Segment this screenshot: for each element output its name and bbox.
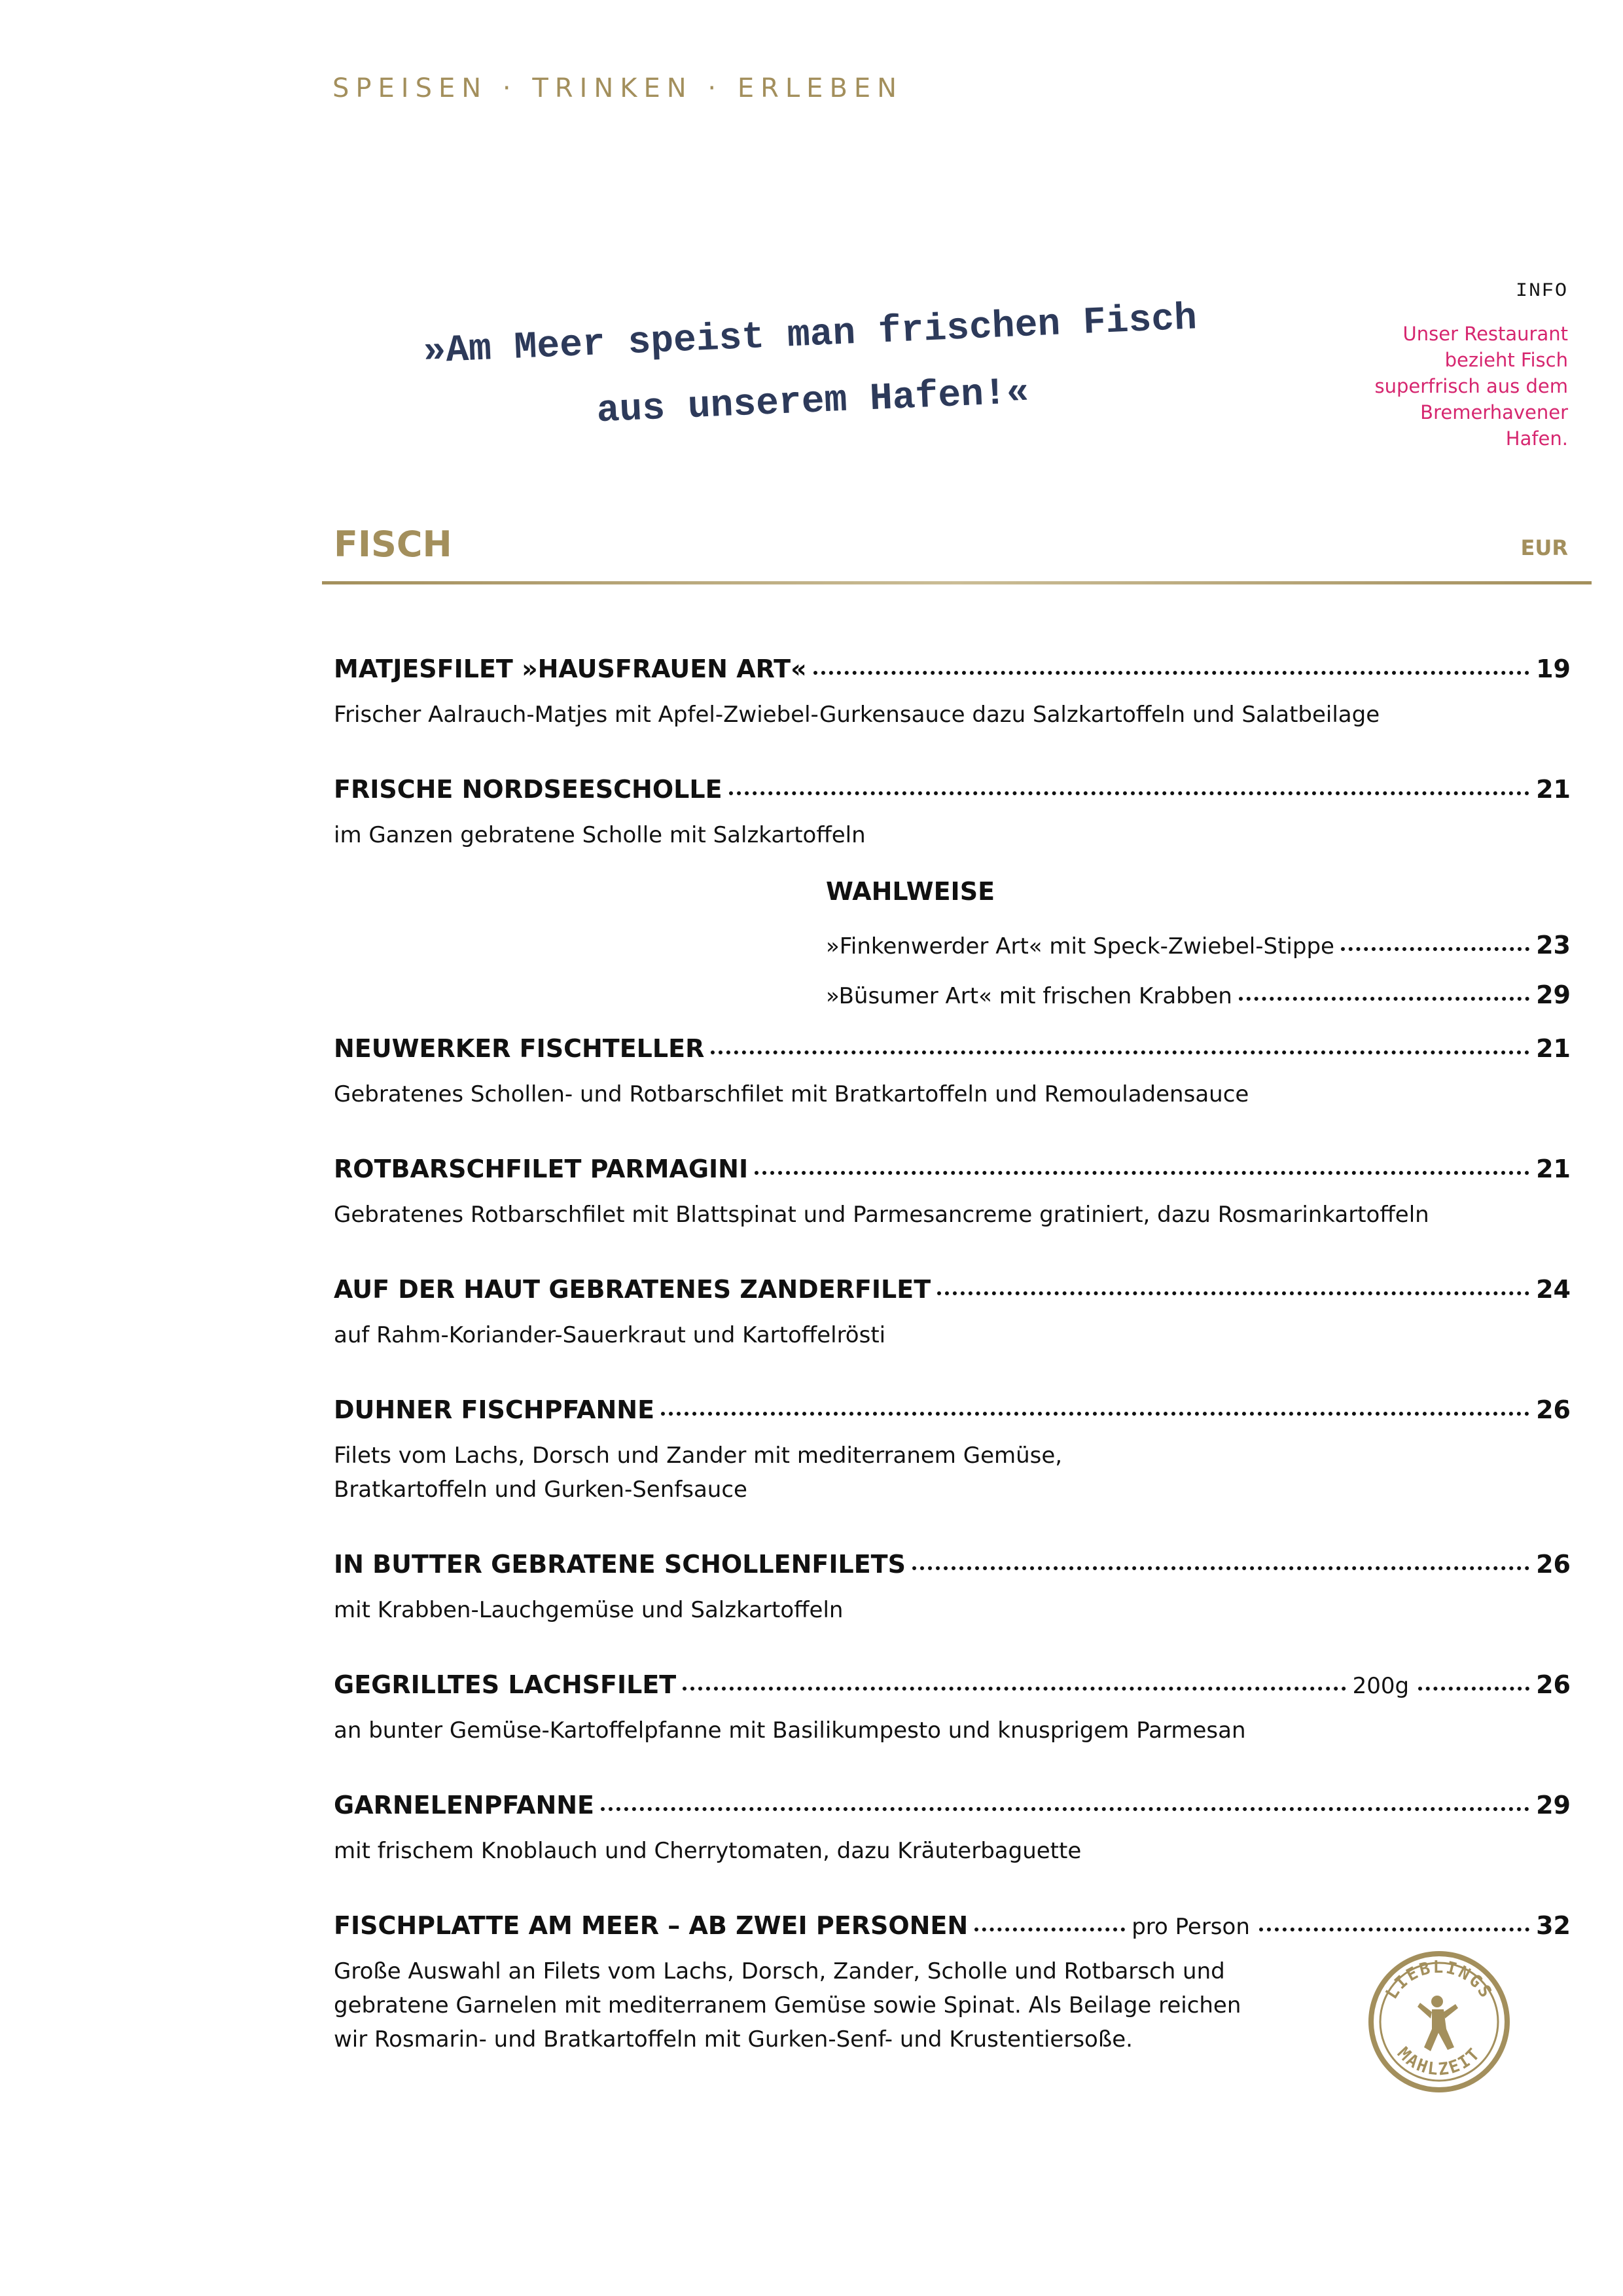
option-price: 29 [1536,980,1571,1009]
item-description: Gebratenes Schollen- und Rotbarschfilet mit Bratkartoffeln und Remouladensauce [334,1081,1249,1107]
item-description: Große Auswahl an Filets vom Lachs, Dorsch, Zander, Scholle und Rotbarsch und gebratene Garnelen mit mediterranem Gemüse sowie Spinat. Als Beilage reichen wir Rosmarin- und Bratkartoffeln mit Gurken-Senf- und Krustentiersoße. [334,1958,1241,2053]
dot-leader [912,1566,1529,1570]
item-name: MATJESFILET »HAUSFRAUEN ART« [334,655,807,683]
item-price: 24 [1536,1275,1571,1304]
dot-leader [1239,997,1529,1001]
options-block [826,877,1571,1014]
item-description: im Ganzen gebratene Scholle mit Salzkartoffeln [334,822,866,848]
item-price: 26 [1536,1395,1571,1424]
quote-line-1: »Am Meer speist man frischen Fisch [422,297,1198,374]
menu-item [334,1395,1571,1507]
section-title: FISCH [334,524,452,565]
menu-item [334,1791,1571,1868]
item-description: mit frischem Knoblauch und Cherrytomaten, dazu Kräuterbaguette [334,1838,1082,1864]
item-price: 21 [1536,1034,1571,1063]
quote-line-2: aus unserem Hafen!« [596,371,1030,433]
currency-label: EUR [1520,535,1568,560]
item-name: GEGRILLTES LACHSFILET [334,1670,677,1699]
item-description: auf Rahm-Koriander-Sauerkraut und Kartoffelrösti [334,1322,886,1348]
item-name: AUF DER HAUT GEBRATENES ZANDERFILET [334,1275,931,1304]
item-price: 19 [1536,655,1571,683]
quote [403,285,1220,454]
menu-item [334,1034,1571,1111]
item-price: 26 [1536,1550,1571,1579]
option-item [826,980,1571,1014]
option-item [826,931,1571,965]
dot-leader [729,791,1530,795]
dot-leader [1259,1928,1529,1931]
dot-leader [711,1050,1529,1054]
svg-text:MAHLZEIT [1393,2043,1485,2079]
menu-item [334,1550,1571,1627]
item-description: Filets vom Lachs, Dorsch und Zander mit mediterranem Gemüse, Bratkartoffeln und Gurken-Senfsauce [334,1443,1063,1503]
item-name: GARNELENPFANNE [334,1791,595,1820]
options-title: WAHLWEISE [826,877,995,906]
dot-leader [1341,947,1529,951]
seal-text-bottom: MAHLZEIT [1393,2043,1486,2080]
item-price: 21 [1536,775,1571,804]
info-text: Unser Restaurant bezieht Fisch superfrisch aus dem Bremerhavener Hafen. [1374,323,1568,450]
menu-item [334,775,1571,1014]
item-price: 32 [1536,1911,1571,1940]
item-note: 200g [1352,1673,1410,1699]
dot-leader [755,1171,1529,1175]
item-name: IN BUTTER GEBRATENE SCHOLLENFILETS [334,1550,906,1579]
dot-leader [601,1807,1529,1811]
dot-leader [974,1928,1125,1931]
item-name: ROTBARSCHFILET PARMAGINI [334,1155,749,1183]
tagline: SPEISEN · TRINKEN · ERLEBEN [332,73,904,103]
lieblings-mahlzeit-seal-icon [1366,1949,1512,2094]
dot-leader [683,1687,1346,1691]
seal-text-top: LIEBLINGS [1382,1958,1497,2003]
item-note: pro Person [1132,1914,1250,1940]
item-price: 26 [1536,1670,1571,1699]
option-name: »Finkenwerder Art« mit Speck-Zwiebel-Stippe [826,933,1334,960]
menu-item [334,1670,1571,1748]
dot-leader [661,1412,1529,1416]
item-name: FRISCHE NORDSEESCHOLLE [334,775,722,804]
menu-list [334,655,1571,2100]
item-description: mit Krabben-Lauchgemüse und Salzkartoffeln [334,1597,844,1623]
menu-item [334,1275,1571,1352]
item-name: NEUWERKER FISCHTELLER [334,1034,705,1063]
option-name: »Büsumer Art« mit frischen Krabben [826,983,1232,1009]
item-price: 29 [1536,1791,1571,1820]
option-price: 23 [1536,931,1571,960]
item-description: Frischer Aalrauch-Matjes mit Apfel-Zwiebel-Gurkensauce dazu Salzkartoffeln und Salatbeilage [334,702,1380,728]
dot-leader [1418,1687,1529,1691]
item-description: Gebratenes Rotbarschfilet mit Blattspinat und Parmesancreme gratiniert, dazu Rosmarinkartoffeln [334,1202,1429,1228]
item-description: an bunter Gemüse-Kartoffelpfanne mit Basilikumpesto und knusprigem Parmesan [334,1717,1246,1744]
dot-leader [937,1291,1529,1295]
menu-item [334,655,1571,732]
item-price: 21 [1536,1155,1571,1183]
item-name: FISCHPLATTE AM MEER – AB ZWEI PERSONEN [334,1911,969,1940]
info-label: INFO [1515,280,1568,302]
item-name: DUHNER FISCHPFANNE [334,1395,655,1424]
dot-leader [813,671,1529,675]
section-divider [322,581,1592,584]
menu-item [334,1155,1571,1232]
